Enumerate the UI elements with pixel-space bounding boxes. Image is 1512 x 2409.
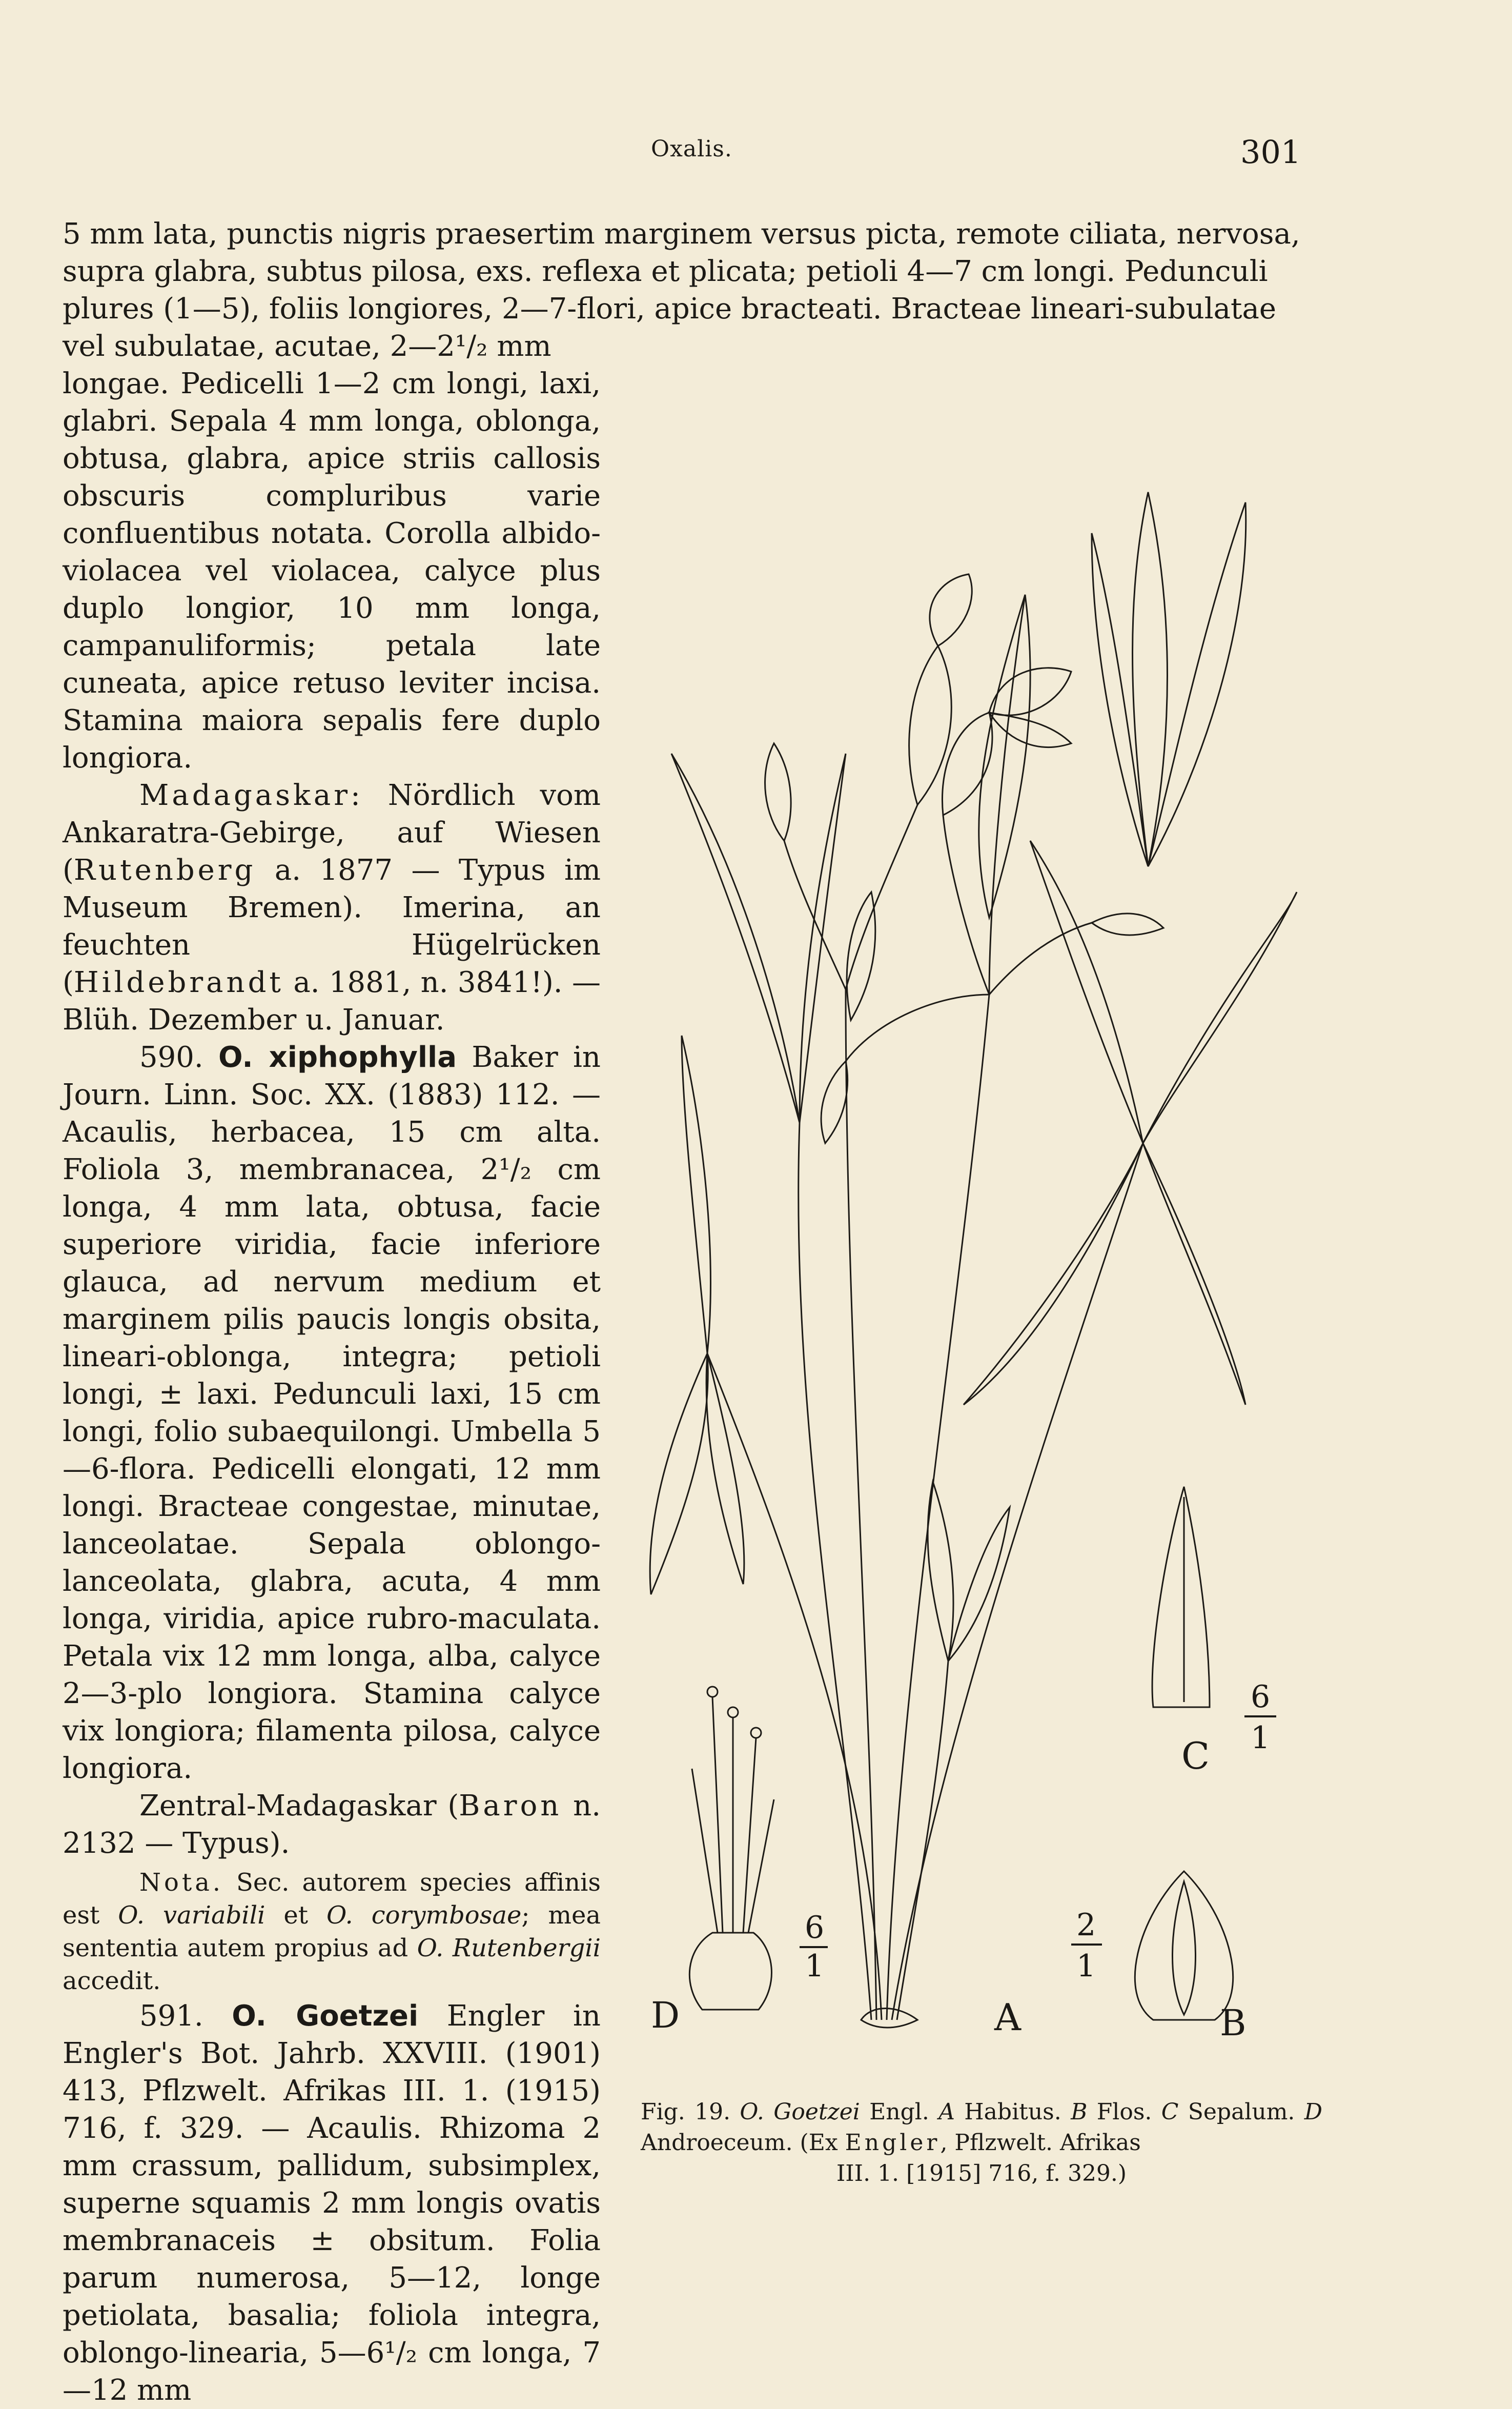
label-D: D: [651, 1994, 680, 2036]
leaflet: [682, 1036, 710, 1353]
leaflet: [1148, 502, 1246, 866]
text-run: Androeceum. (Ex: [641, 2130, 845, 2156]
pedicel: [846, 995, 989, 1061]
collector: Hildebrandt: [73, 966, 284, 999]
flower-bud: [909, 646, 952, 805]
paragraph: longae. Pedicelli 1—2 cm longi, laxi, glabri. Sepala 4 mm longa, oblonga, obtusa, glabra, apice striis callosis obscuris compluribus varie confluentibus notata. Corolla albido-violacea vel violacea, calyce plus duplo longior, 10 mm longa, campanuliformis; petala late cuneata, apice retuso leviter incisa. Stamina maiora sepalis fere duplo longiora.: [63, 367, 601, 775]
text-run: Flos.: [1087, 2099, 1161, 2125]
figure-caption: [641, 2097, 1322, 2189]
leaflet: [1143, 892, 1297, 1143]
leaflet: [964, 1143, 1143, 1405]
panel-letter: C: [1161, 2099, 1179, 2125]
flower-drawing: [1135, 1871, 1233, 2020]
panel-letter: A: [938, 2099, 955, 2125]
nota: [63, 1866, 601, 1997]
leaflet: [1030, 841, 1143, 1143]
species-description: Engler in Engler's Bot. Jahrb. XXVIII. (1901) 413, Pflzwelt. Afrikas III. 1. (1915) 716, f. 329. — Acaulis. Rhizoma 2 mm crassum, pallidum, subsimplex, superne squamis 2 mm longis ovatis membranaceis ± obsitum. Folia parum numerosa, 5—12, longe petiolata, basalia; foliola integra, oblongo-linearia, 5—6¹/₂ cm longa, 7—12 mm: [63, 1999, 601, 2407]
paragraph-locality: [63, 1787, 601, 1862]
scale-denominator-C: 1: [1251, 1720, 1271, 1756]
text-line: 5 mm lata, punctis nigris praesertim marginem versus picta, remote ciliata, nervosa,: [63, 217, 1300, 251]
leaflet: [928, 1482, 953, 1661]
panel-letter: B: [1071, 2099, 1088, 2125]
anther: [728, 1707, 738, 1717]
leaflet: [1092, 533, 1148, 866]
leaflet: [706, 1353, 744, 1584]
author: Engler: [845, 2130, 941, 2156]
left-column-text: [63, 365, 601, 2409]
text-line: vel subulatae, acutae, 2—2¹/₂ mm: [63, 330, 551, 363]
species-name: O. Goetzei: [232, 1999, 419, 2033]
leaflet: [671, 754, 800, 1123]
species-ref: O. variabili: [118, 1901, 265, 1930]
botanical-illustration: [630, 354, 1327, 2051]
scale-denominator-D: 1: [805, 1948, 825, 1984]
scale-numerator-B: 2: [1076, 1907, 1096, 1943]
pedicel: [943, 815, 989, 995]
pedicel: [846, 805, 917, 989]
leaflet: [800, 754, 846, 1123]
nota-label: Nota.: [139, 1868, 224, 1897]
paragraph-locality: [63, 777, 601, 1039]
anther: [751, 1728, 761, 1738]
androeceum-drawing: [689, 1933, 771, 2010]
flower-petal: [1173, 1881, 1196, 2015]
flower-bud: [765, 743, 791, 841]
species-number: 591.: [139, 1999, 232, 2033]
species-ref: O. corymbosae: [326, 1901, 522, 1930]
species-name: O. xiphophylla: [218, 1041, 457, 1074]
full-width-text: [63, 215, 1329, 365]
anther: [707, 1687, 718, 1697]
flower-bud: [847, 892, 875, 1020]
scale-denominator-B: 1: [1076, 1948, 1096, 1984]
flower-petal: [989, 713, 1071, 747]
text-run: (: [436, 1789, 459, 1823]
text-run: accedit.: [63, 1967, 161, 1995]
flower-bud: [821, 1061, 847, 1143]
species-590: [63, 1039, 601, 1787]
plant-drawing: [630, 354, 1327, 2051]
rhizoma: [861, 2009, 917, 2028]
text-line: plures (1—5), foliis longiores, 2—7-flori, apice bracteati. Bracteae lineari-subulatae: [63, 292, 1277, 326]
species-number: 590.: [139, 1041, 218, 1074]
flower-bud: [1092, 914, 1163, 935]
petiole: [897, 1661, 948, 2020]
text-run: a. 1877 — Typus im Museum Bremen). Imerina, an feuchten Hügelrücken (: [63, 854, 601, 999]
text-run: Sepalum.: [1178, 2099, 1304, 2125]
sepal-drawing: [1152, 1487, 1210, 1707]
text-run: n. 2132 — Typus).: [63, 1789, 601, 1860]
text-run: , Pflzwelt. Afrikas: [940, 2130, 1141, 2156]
label-C: C: [1181, 1734, 1210, 1777]
text-run: Habitus.: [954, 2099, 1071, 2125]
label-B: B: [1220, 2002, 1247, 2044]
text-run: Fig. 19.: [641, 2099, 740, 2125]
species-ref: O. Rutenbergii: [417, 1934, 601, 1962]
label-A: A: [994, 1996, 1021, 2039]
scale-numerator-C: 6: [1251, 1679, 1271, 1715]
species-591: [63, 1997, 601, 2409]
petiole: [892, 1143, 1143, 2020]
text-run: Engl.: [860, 2099, 939, 2125]
caption-line: III. 1. [1915] 716, f. 329.): [836, 2160, 1127, 2187]
peduncle: [887, 995, 989, 2020]
text-run: Sec. autorem species affinis est: [63, 1868, 601, 1930]
text-run: ; mea sententia autem propius ad: [63, 1901, 601, 1962]
panel-letter: D: [1304, 2099, 1323, 2125]
petiole: [799, 1123, 871, 2020]
caption-line: [641, 2097, 1322, 2158]
text-run: et: [265, 1901, 326, 1930]
leaflet: [1143, 1143, 1245, 1405]
running-title: Oxalis.: [651, 136, 732, 162]
collector: Rutenberg: [73, 854, 256, 887]
text-line: supra glabra, subtus pilosa, exs. reflexa et plicata; petioli 4—7 cm longi. Pedunculi: [63, 255, 1268, 288]
peduncle: [846, 989, 876, 2020]
page-number: 301: [1240, 133, 1301, 171]
species-description: Baker in Journ. Linn. Soc. XX. (1883) 112. — Acaulis, herbacea, 15 cm alta. Foliola 3, membranacea, 2¹/₂ cm longa, 4 mm lata, obtusa, facie superiore viridia, facie inferiore glauca, ad nervum medium et marginem pilis paucis longis obsita, lineari-oblonga, integra; petioli longi, ± laxi. Pedunculi laxi, 15 cm longi, folio subaequilongi. Umbella 5—6-flora. Pedicelli elongati, 12 mm longi. Bracteae congestae, minutae, lanceolatae. Sepala oblongo-lanceolata, glabra, acuta, 4 mm longa, viridia, apice rubro-maculata. Petala vix 12 mm longa, alba, calyce 2—3-plo longiora. Stamina calyce vix longiora; filamenta pilosa, calyce longiora.: [63, 1041, 601, 1785]
species-ref: O. Goetzei: [740, 2099, 860, 2125]
text-run: Nördlich vom Ankaratra-Gebirge, auf Wiesen (: [63, 779, 601, 887]
collector: Baron: [459, 1789, 562, 1823]
flower-petal: [930, 574, 972, 646]
scale-numerator-D: 6: [805, 1910, 825, 1946]
pedicel: [989, 923, 1092, 995]
text-run: a. 1881, n. 3841!). — Blüh. Dezember u. Januar.: [63, 966, 601, 1037]
leaflet: [650, 1353, 708, 1594]
locality: Madagaskar:: [139, 779, 363, 812]
locality: Zentral-Madagaskar: [139, 1789, 437, 1823]
